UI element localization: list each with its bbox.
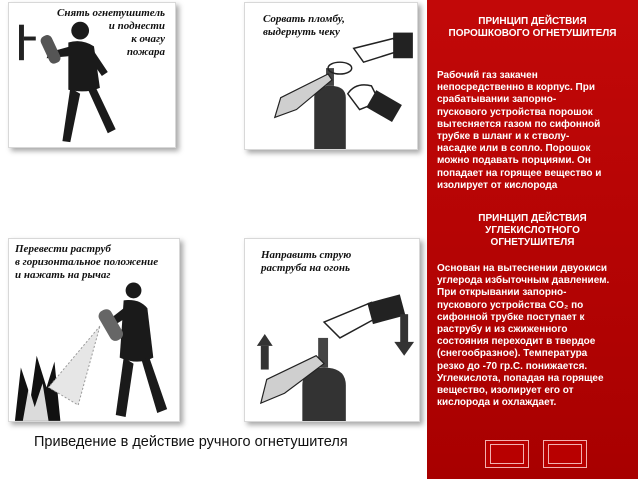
heading-powder: ПРИНЦИП ДЕЙСТВИЯ ПОРОШКОВОГО ОГНЕТУШИТЕЛЯ [448, 16, 617, 39]
step-caption-pin: Сорвать пломбу, выдернуть чеку [263, 13, 345, 38]
step-panel-aim-horn [8, 238, 180, 422]
step-panel-direct [244, 238, 420, 422]
text-powder: Рабочий газ закачен непосредственно в корпус. При срабатывании запорно- пускового устройства порошок вытесняется газом по сифонной трубке в шланг и к стволу- насадке или в сопло. Порошок можно подавать порциями. Он попадает на горящее вещество и изолирует от кислорода [437, 70, 602, 191]
wall-hook-icon [19, 25, 36, 61]
step-caption-aim-horn: Перевести раструб в горизонтальное положение и нажать на рычаг [15, 243, 159, 281]
step-caption-take: Снять огнетушитель и поднести к очагу пожара [57, 7, 165, 58]
step-caption-direct: Направить струю раструба на огонь [261, 249, 352, 274]
nav-button-left-frame [490, 444, 524, 464]
nav-button-left[interactable] [485, 440, 529, 468]
slide-caption: Приведение в действие ручного огнетушителя [34, 434, 348, 450]
sidebar-principles [427, 0, 638, 479]
nav-button-right-frame [548, 444, 582, 464]
heading-co2: ПРИНЦИП ДЕЙСТВИЯ УГЛЕКИСЛОТНОГО ОГНЕТУШИТЕЛЯ [478, 213, 587, 248]
nav-button-right[interactable] [543, 440, 587, 468]
step-panel-pin [244, 2, 418, 150]
arrow-down-icon [394, 314, 414, 356]
arrow-up-icon [257, 334, 273, 370]
text-co2: Основан на вытеснении двуокиси углерода избыточным давлением. При открывании запорно- пускового устройства CO₂ по сифонной трубке поступает к раструбу и из сжиженного состояния переходит в твердое (снегообразное). Температура резко до -70 гр.С. понижается. Углекислота, попадая на горящее вещество, изолирует его от кислорода и охлаждает. [437, 263, 610, 409]
step-panel-take [8, 2, 176, 148]
